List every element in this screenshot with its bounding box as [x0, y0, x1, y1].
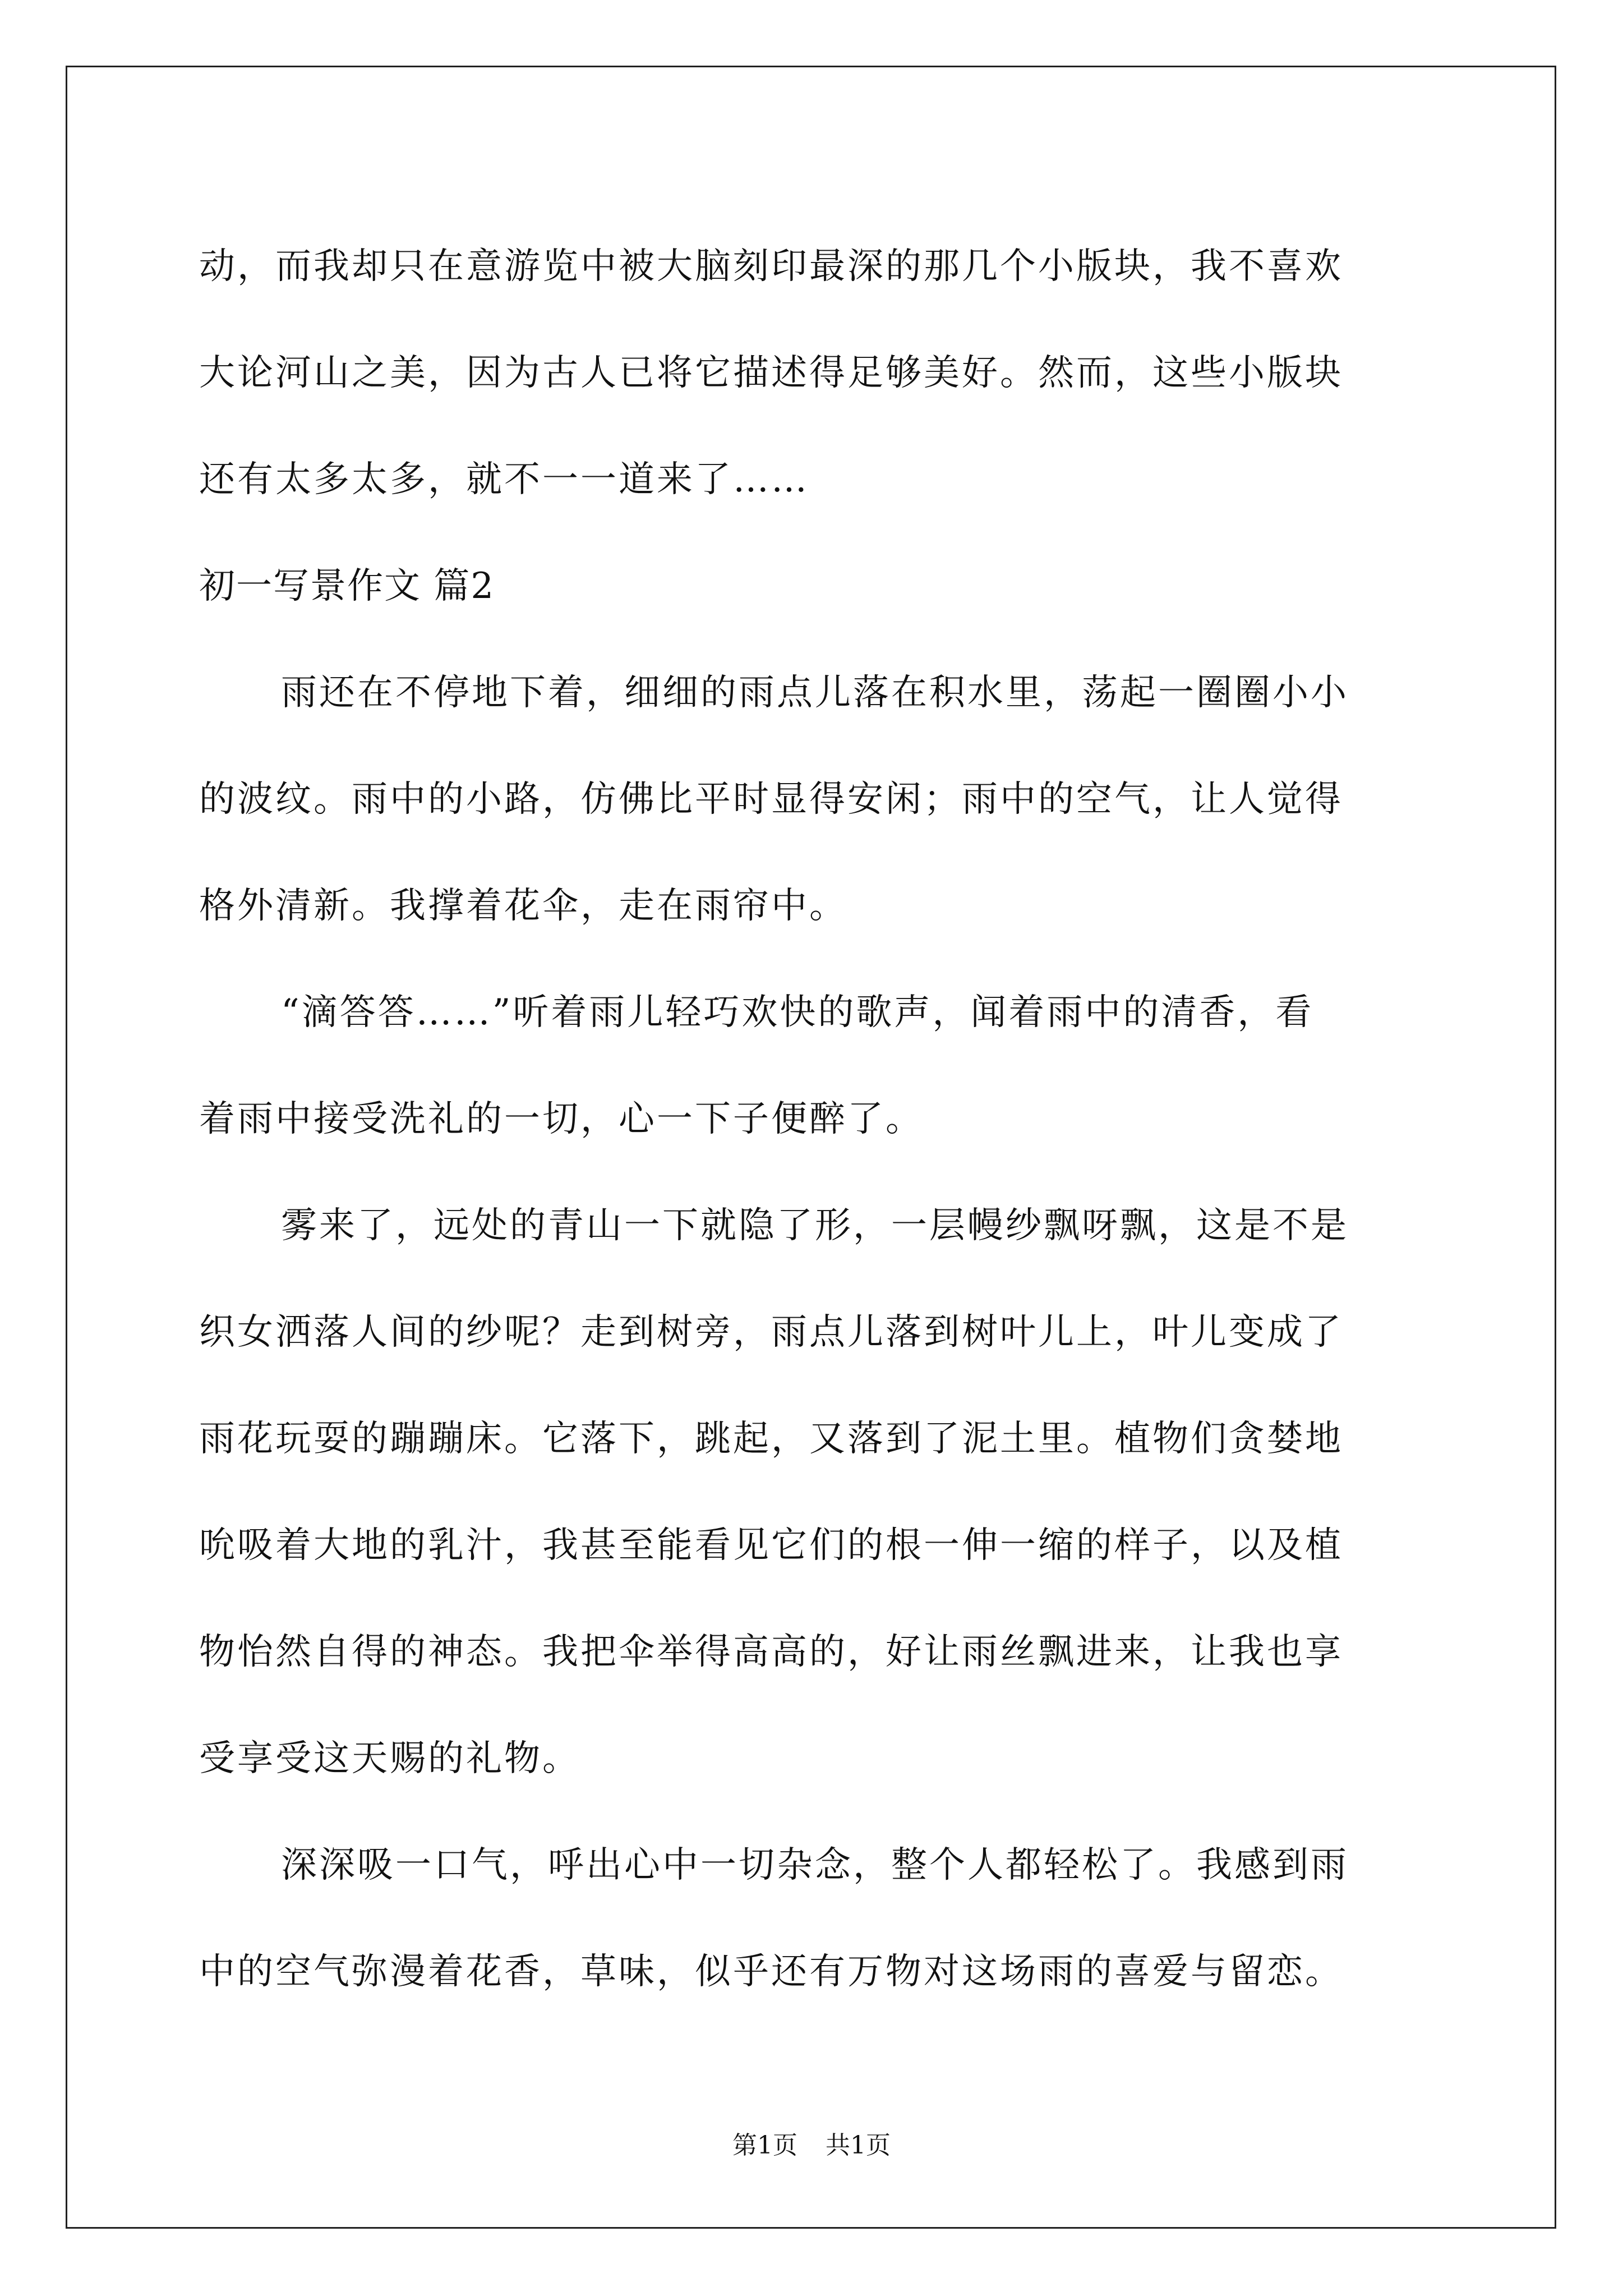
text-line: 动，而我却只在意游览中被大脑刻印最深的那几个小版块，我不喜欢: [199, 246, 1343, 287]
text-line: 格外清新。我撑着花伞，走在雨帘中。: [199, 885, 847, 927]
page-footer: [0, 2129, 1623, 2162]
text-line: 深深吸一口气，呼出心中一切杂念，整个人都轻松了。我感到雨: [281, 1844, 1349, 1886]
text-line: 大论河山之美，因为古人已将它描述得足够美好。然而，这些小版块: [199, 352, 1343, 394]
text-line: 中的空气弥漫着花香，草味，似乎还有万物对这场雨的喜爱与留恋。: [199, 1951, 1343, 1993]
text-line: 物怡然自得的神态。我把伞举得高高的，好让雨丝飘进来，让我也享: [199, 1631, 1343, 1673]
text-line: “滴答答……”听着雨儿轻巧欢快的歌声，闻着雨中的清香，看: [281, 992, 1314, 1033]
text-line: 着雨中接受洗礼的一切，心一下子便醉了。: [199, 1098, 924, 1140]
continued-paragraph: [199, 213, 1433, 533]
text-line: 织女洒落人间的纱呢？走到树旁，雨点儿落到树叶儿上，叶儿变成了: [199, 1312, 1343, 1353]
paragraph-3: [199, 1172, 1433, 1812]
text-line: 雨花玩耍的蹦蹦床。它落下，跳起，又落到了泥土里。植物们贪婪地: [199, 1418, 1343, 1460]
paragraph-2: [199, 959, 1433, 1172]
text-line: 受享受这天赐的礼物。: [199, 1738, 580, 1779]
text-line: 吮吸着大地的乳汁，我甚至能看见它们的根一伸一缩的样子，以及植: [199, 1525, 1343, 1566]
page-number: 第1页: [732, 2131, 797, 2160]
paragraph-4: [199, 1812, 1433, 2025]
page-count: 共1页: [826, 2131, 891, 2160]
text-line: 的波纹。雨中的小路，仿佛比平时显得安闲；雨中的空气，让人觉得: [199, 779, 1343, 820]
text-line: 还有太多太多，就不一一道来了……: [199, 459, 809, 500]
document-body: [199, 213, 1433, 2025]
text-line: 雨还在不停地下着，细细的雨点儿落在积水里，荡起一圈圈小小: [281, 672, 1349, 714]
section-heading: 初一写景作文 篇2: [199, 565, 495, 607]
paragraph-1: [199, 639, 1433, 959]
text-line: 雾来了，远处的青山一下就隐了形，一层幔纱飘呀飘，这是不是: [281, 1205, 1349, 1246]
